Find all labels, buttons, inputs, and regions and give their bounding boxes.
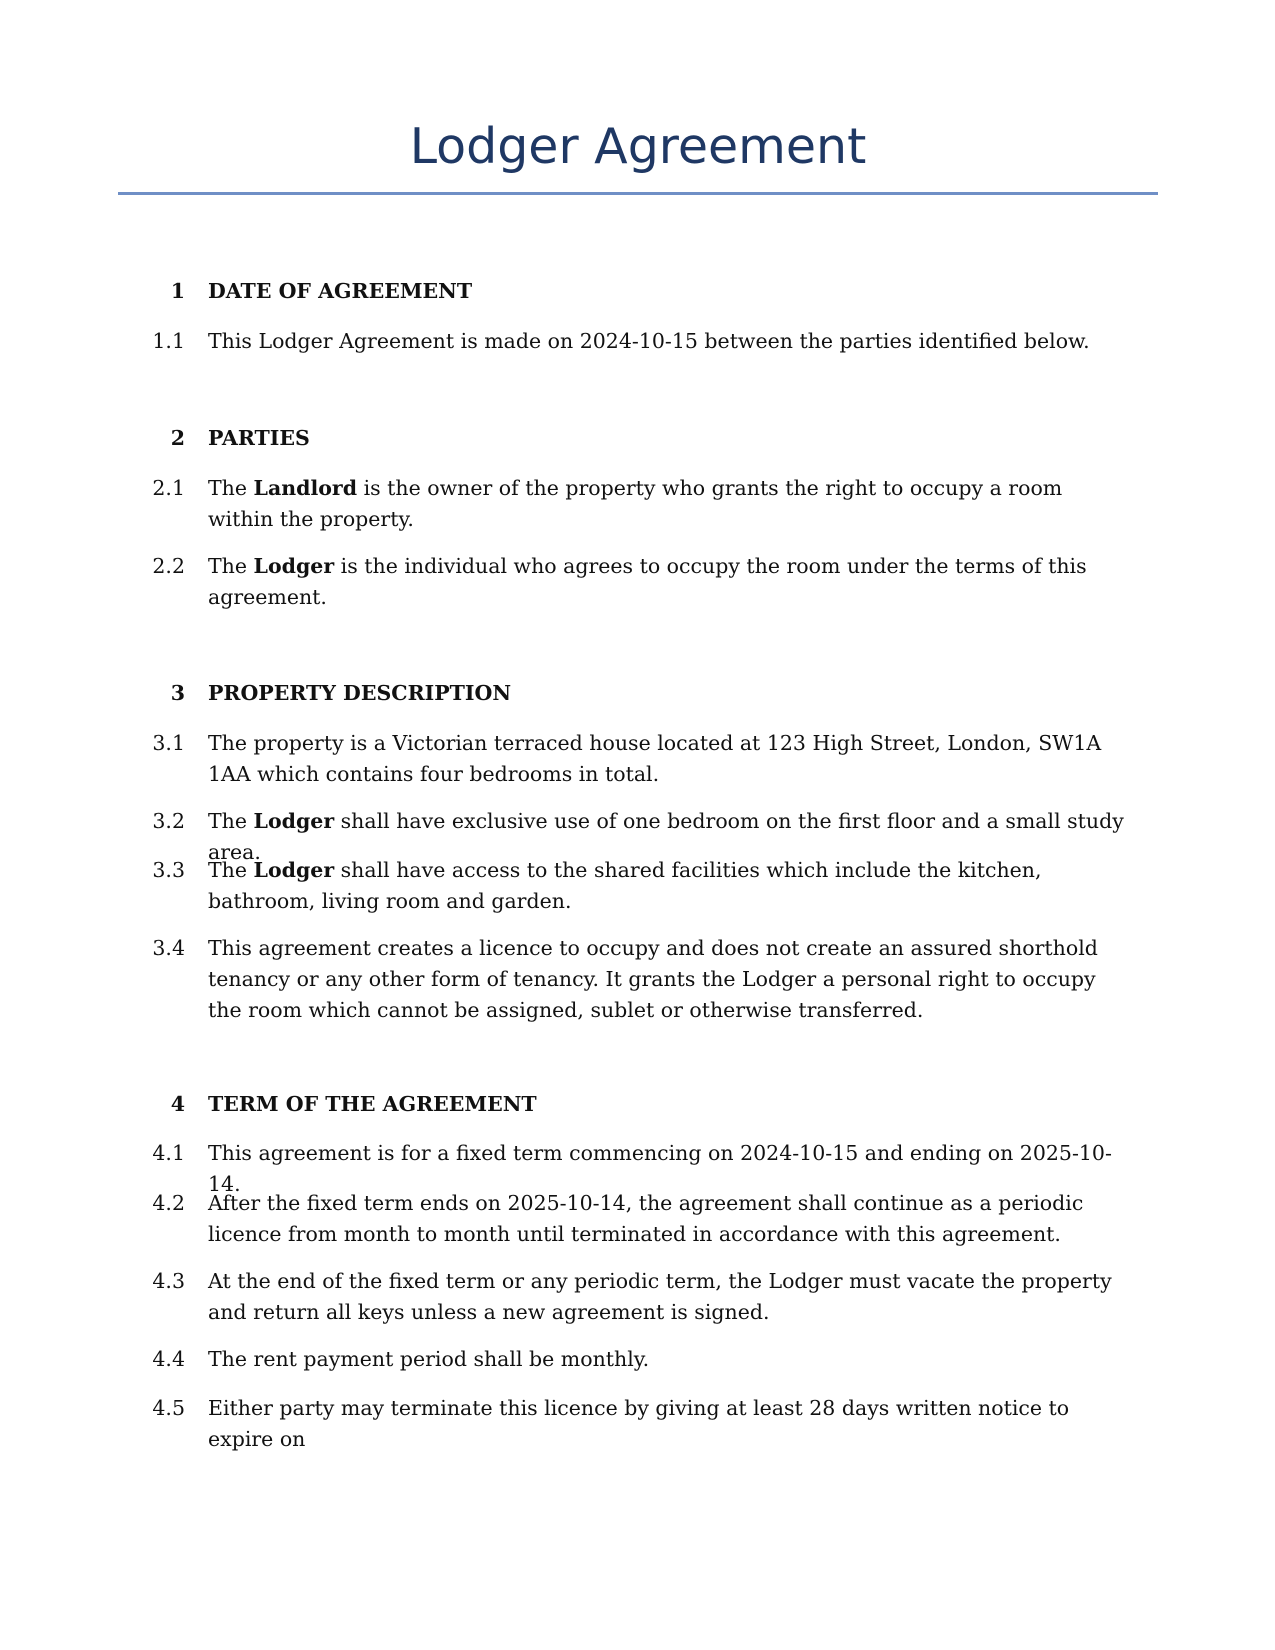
- clause-number: 4.1: [152, 1141, 185, 1165]
- defined-term-landlord: Landlord: [253, 476, 358, 500]
- clause-number: 3.3: [152, 858, 185, 882]
- section-title: PARTIES: [208, 426, 310, 450]
- clause-text: The property is a Victorian terraced house located at 123 High Street, London, SW1A 1AA which contains four bedrooms in total.: [208, 731, 1102, 786]
- clause-number: 4.4: [152, 1347, 185, 1371]
- clause-text-pre: The: [208, 809, 254, 833]
- clause-text-post: shall have exclusive use of one bedroom on the first floor and a small study area.: [208, 809, 1124, 864]
- clause-text-post: is the owner of the property who grants the right to occupy a room within the property.: [208, 476, 1063, 531]
- clause-text-pre: The: [208, 554, 254, 578]
- defined-term-lodger: Lodger: [253, 554, 335, 578]
- clause-number: 2.2: [152, 554, 185, 578]
- clause-number: 3.1: [152, 731, 185, 755]
- defined-term-lodger: Lodger: [253, 809, 335, 833]
- clause-text: This agreement is for a fixed term commencing on 2024-10-15 and ending on 2025-10-14.: [208, 1141, 1112, 1196]
- clause-text: [208, 855, 1128, 917]
- clause-number: 4.3: [152, 1269, 185, 1293]
- section-title: TERM OF THE AGREEMENT: [208, 1092, 537, 1116]
- clause-number: 4.5: [152, 1396, 185, 1420]
- document-title: Lodger Agreement: [409, 118, 867, 175]
- title-underline: [118, 192, 1158, 195]
- clause-number: 2.1: [152, 476, 185, 500]
- section-number: 2: [170, 426, 185, 450]
- clause-text-post: shall have access to the shared facilities which include the kitchen, bathroom, living room and garden.: [208, 858, 1042, 913]
- section-title: PROPERTY DESCRIPTION: [208, 681, 512, 705]
- clause-text: The rent payment period shall be monthly.: [208, 1347, 650, 1371]
- clause-text: Either party may terminate this licence by giving at least 28 days written notice to expire on: [208, 1396, 1070, 1451]
- clause-number: 3.2: [152, 809, 185, 833]
- clause-text: This agreement creates a licence to occupy and does not create an assured shorthold tenancy or any other form of tenancy. It grants the Lodger a personal right to occupy the room which cannot be assigned, sublet or otherwise transferred.: [208, 936, 1098, 1022]
- clause-text-post: is the individual who agrees to occupy the room under the terms of this agreement.: [208, 554, 1087, 609]
- section-title: DATE OF AGREEMENT: [208, 279, 473, 303]
- section-number: 3: [170, 681, 185, 705]
- clause-text: [208, 473, 1128, 535]
- section-number: 4: [170, 1092, 185, 1116]
- clause-number: 3.4: [152, 936, 185, 960]
- defined-term-lodger: Lodger: [253, 858, 335, 882]
- clause-number: 4.2: [152, 1191, 185, 1215]
- clause-text: [208, 551, 1128, 613]
- clause-text: At the end of the fixed term or any periodic term, the Lodger must vacate the property and return all keys unless a new agreement is signed.: [208, 1269, 1112, 1324]
- clause-text: This Lodger Agreement is made on 2024-10-15 between the parties identified below.: [208, 329, 1090, 353]
- clause-text-pre: The: [208, 476, 254, 500]
- clause-text-pre: The: [208, 858, 254, 882]
- clause-text: After the fixed term ends on 2025-10-14, the agreement shall continue as a periodic licence from month to month until terminated in accordance with this agreement.: [208, 1191, 1084, 1246]
- clause-number: 1.1: [152, 329, 185, 353]
- section-number: 1: [170, 279, 185, 303]
